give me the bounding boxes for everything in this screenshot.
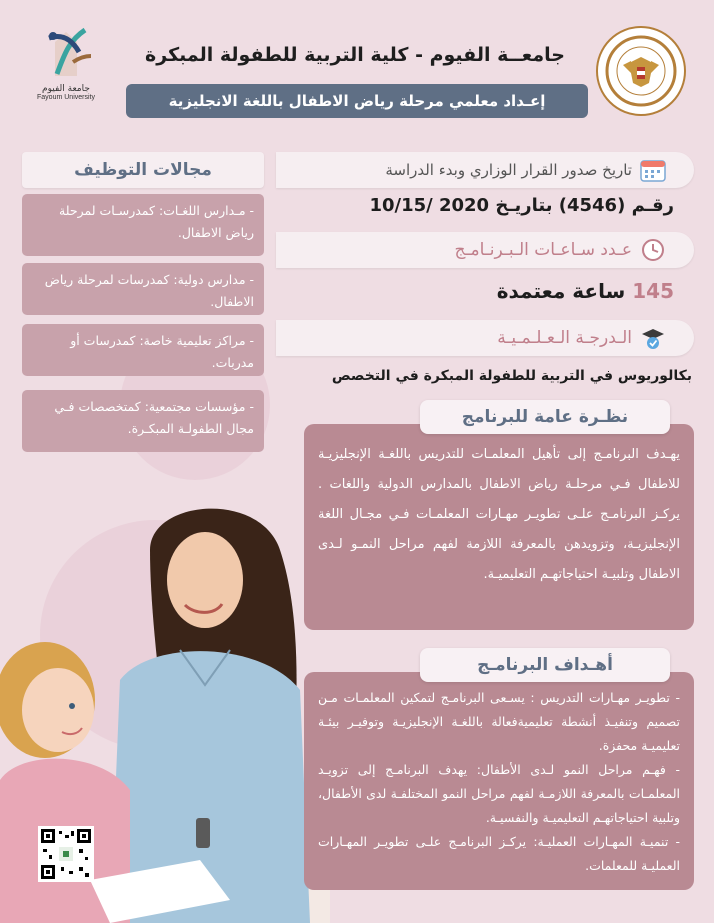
employment-item: - مؤسسات مجتمعية: كمتخصصات فـي مجال الطفولـة المبكـرة. [22,390,264,452]
overview-text: يهـدف البرنامـج إلى تأهيل المعلمـات للتدريس باللغـة الإنجليزيـة للاطفال فـي مرحلـة رياض الاطفال بالمدارس الدولية واللغات . يركـز البرنامـج علـى تطويـر مهـارات المعلمـات فـي مجـال اللغة الإنجليزيـة، وتزويدهن بالمعرفة اللازمة لفهم مراحل النمـو لـدى الاطفال وتلبيـة احتياجاتهـم التعليميـة. [304,424,694,630]
hours-label-pill [276,232,694,268]
decree-value: رقـم (4546) بتاريـخ 2020 /10/15 [369,195,674,216]
qr-code[interactable] [38,826,94,882]
hours-unit: ساعة معتمدة [496,279,626,303]
goal-item: - تنميـة المهـارات العمليـة: يركـز البرنامـج علـى تطويـر المهـارات العمليـة للمعلمات. [318,834,680,873]
employment-title: مجالات التوظيف [22,152,264,188]
goals-list [304,672,694,890]
egypt-eagle-seal-icon [603,33,679,109]
fayoum-university-emblem-icon [35,22,97,84]
degree-label: الـدرجـة الـعـلـمـيـة [497,328,632,348]
hours-number: 145 [632,279,674,303]
page-title: جامعــة الفيوم - كلية التربية للطفولة المبكرة [145,44,565,66]
graduation-cap-icon [640,326,666,350]
goals-title: أهـداف البرنامـج [420,648,670,682]
decree-label: تاريخ صدور القرار الوزاري وبدء الدراسة [385,161,632,179]
employment-item: - مراكز تعليمية خاصة: كمدرسات أو مدربات. [22,324,264,376]
page-subtitle: إعـداد معلمي مرحلة رياض الاطفال باللغة الانجليزية [126,84,588,118]
goal-item: - فهـم مراحل النمو لـدى الأطفال: يهدف البرنامـج إلى تزويـد المعلمـات بالمعرفة اللازمـة لفهم مراحل النمو المختلفـة لدى الأطفال، وتلبية احتياجاتهـم التعليميـة والنفسيـة. [318,762,680,825]
goal-item: - تطويـر مهـارات التدريس : يسـعى البرنامـج لتمكين المعلمـات مـن تصميم وتنفيـذ أنشطة تعليميةفعالة باللغـة الإنجليزيـة وتوفيـر بيئـة تعليميـة محفزة. [318,690,680,753]
employment-item: - مدارس دولية: كمدرسات لمرحلة رياض الاطفال. [22,263,264,315]
decree-label-pill [276,152,694,188]
university-logo-ar: جامعة الفيوم [42,84,90,94]
degree-label-pill [276,320,694,356]
university-logo-en: Fayoum University [37,94,95,101]
degree-value: بكالوريوس في التربية للطفولة المبكرة في التخصص [331,368,692,384]
qr-code-icon [41,829,91,879]
hours-label: عـدد سـاعـات الـبـرنـامـج [454,240,632,260]
clock-icon [640,238,666,262]
employment-item: - مـدارس اللغـات: كمدرسـات لمرحلة رياض الاطفال. [22,194,264,256]
calendar-icon [640,158,666,182]
hours-value [497,279,674,303]
overview-title: نظـرة عامة للبرنامج [420,400,670,434]
ministry-seal [596,26,686,116]
university-logo [26,22,106,117]
